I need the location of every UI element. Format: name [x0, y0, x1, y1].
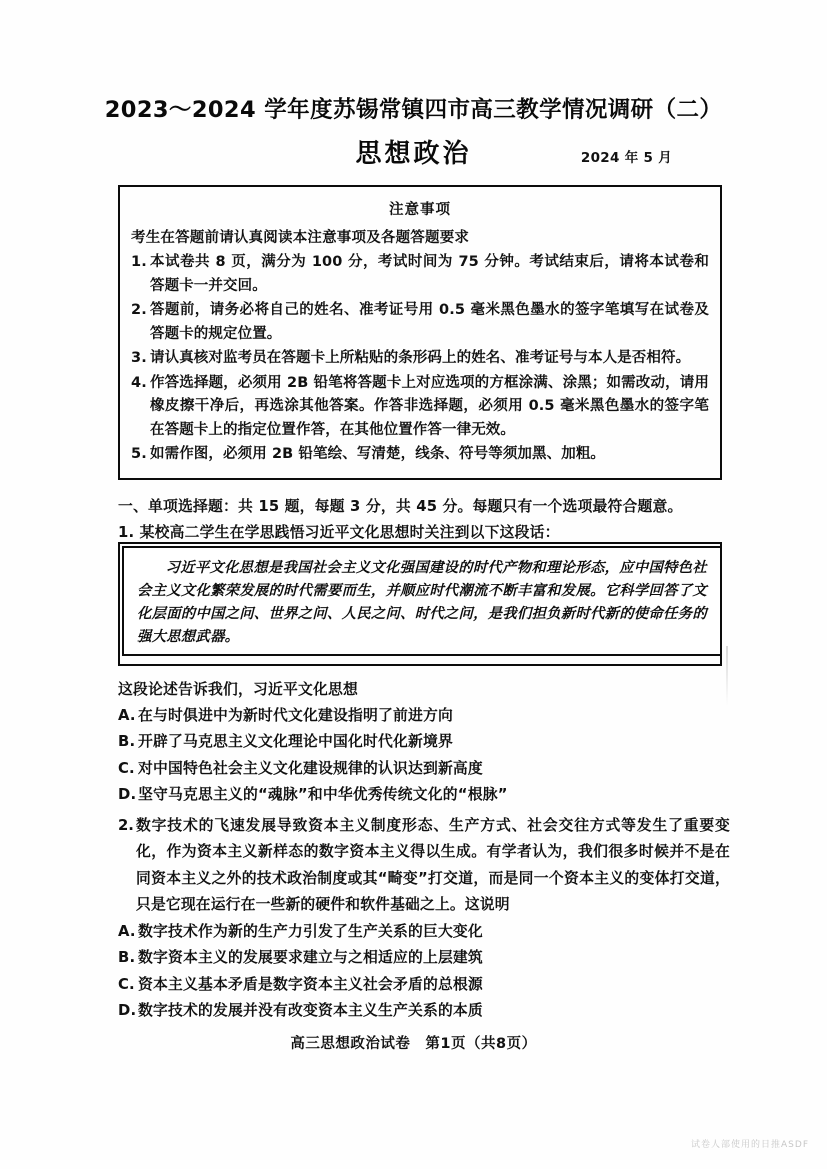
option-b[interactable]: [118, 729, 728, 755]
option-text: 开辟了马克思主义文化理论中国化时代化新境界: [138, 733, 453, 751]
question-1-stem: 1. 某校高二学生在学思践悟习近平文化思想时关注到以下这段话：: [118, 524, 560, 541]
option-letter: C.: [118, 759, 135, 777]
option-text: 资本主义基本矛盾是数字资本主义社会矛盾的总根源: [138, 975, 483, 993]
question-2-text: 数字技术的飞速发展导致资本主义制度形态、生产方式、社会交往方式等发生了重要变化，作为资本主义新样态的数字资本主义得以生成。有学者认为，我们很多时候并不是在同资本主义之外的技术政治制度或其“畸变”打交道，而是同一个资本主义的变体打交道，只是它现在运行在一些新的硬件和软件基础之上。这说明: [136, 817, 730, 913]
option-c[interactable]: [118, 756, 728, 782]
option-text: 坚守马克思主义的“魂脉”和中华优秀传统文化的“根脉”: [138, 785, 508, 803]
option-letter: B.: [118, 733, 136, 751]
question-1-options: [118, 703, 728, 808]
subject-row: [0, 133, 827, 170]
notice-item: [131, 372, 709, 442]
question-2-stem: [118, 813, 730, 918]
notice-item-number: 5.: [131, 446, 147, 463]
notice-lead: 考生在答题前请认真阅读本注意事项及各题答题要求: [131, 230, 470, 246]
section-heading: 一、单项选择题：共 15 题，每题 3 分，共 45 分。每题只有一个选项最符合题意。: [118, 498, 683, 515]
document-header: [0, 96, 827, 170]
notice-list: [131, 251, 709, 466]
notice-item-text: 如需作图，必须用 2B 铅笔绘、写清楚，线条、符号等须加黑、加粗。: [150, 446, 606, 463]
notice-item: [131, 299, 709, 346]
option-d[interactable]: [118, 782, 728, 808]
option-letter: A.: [118, 707, 136, 724]
notice-heading: 注意事项: [389, 202, 451, 218]
notice-item-text: 本试卷共 8 页，满分为 100 分，考试时间为 75 分钟。考试结束后，请将本试卷和答题卡一并交回。: [150, 254, 709, 294]
notice-box: [118, 185, 722, 480]
exam-title: 2023～2024 学年度苏锡常镇四市高三教学情况调研（二）: [104, 97, 723, 123]
notice-item-number: 3.: [131, 350, 147, 367]
question-1-quote-box: [122, 546, 722, 656]
option-text: 数字技术的发展并没有改变资本主义生产关系的本质: [138, 1001, 483, 1019]
option-d[interactable]: [118, 998, 728, 1024]
notice-item: [131, 251, 709, 298]
notice-item-text: 作答选择题，必须用 2B 铅笔将答题卡上对应选项的方框涂满、涂黑；如需改动，请用橡皮擦干净后，再选涂其他答案。作答非选择题，必须用 0.5 毫米黑色墨水的签字笔在答题卡上的指定位置作答，在其他位置作答一律无效。: [150, 374, 709, 438]
notice-item: [131, 443, 709, 466]
option-a[interactable]: [118, 703, 728, 729]
option-a[interactable]: [118, 919, 728, 945]
option-text: 对中国特色社会主义文化建设规律的认识达到新高度: [138, 759, 483, 777]
question-2-number: 2.: [118, 817, 134, 834]
notice-item-number: 4.: [131, 374, 147, 391]
notice-item: [131, 347, 709, 370]
scan-watermark: 试卷人部使用的日推ASDF: [691, 1140, 809, 1150]
option-text: 数字资本主义的发展要求建立与之相适应的上层建筑: [138, 949, 483, 967]
option-letter: A.: [118, 923, 136, 940]
question-1-prompt: 这段论述告诉我们，习近平文化思想: [118, 681, 358, 698]
notice-item-text: 答题前，请务必将自己的姓名、准考证号用 0.5 毫米黑色墨水的签字笔填写在试卷及答题卡的规定位置。: [150, 302, 709, 342]
option-text: 在与时俱进中为新时代文化建设指明了前进方向: [138, 707, 453, 724]
exam-date: 2024 年 5 月: [580, 150, 672, 167]
option-letter: B.: [118, 949, 136, 967]
notice-item-number: 2.: [131, 302, 147, 319]
option-letter: C.: [118, 975, 135, 993]
page-footer: 高三思想政治试卷 第1页（共8页）: [290, 1036, 537, 1052]
notice-item-text: 请认真核对监考员在答题卡上所粘贴的条形码上的姓名、准考证号与本人是否相符。: [150, 350, 691, 367]
option-letter: D.: [118, 785, 137, 803]
option-b[interactable]: [118, 945, 728, 971]
notice-item-number: 1.: [131, 254, 147, 271]
option-c[interactable]: [118, 972, 728, 998]
subject-title: 思想政治: [355, 139, 472, 170]
option-letter: D.: [118, 1001, 137, 1019]
question-2-options: [118, 919, 728, 1024]
option-text: 数字技术作为新的生产力引发了生产关系的巨大变化: [138, 923, 483, 940]
question-1-quote-text: 习近平文化思想是我国社会主义文化强国建设的时代产物和理论形态，应中国特色社会主义文化繁荣发展的时代需要而生，并顺应时代潮流不断丰富和发展。它科学回答了文化层面的中国之问、世界之问、人民之问、时代之问，是我们担负新时代新的使命任务的强大思想武器。: [137, 560, 707, 646]
